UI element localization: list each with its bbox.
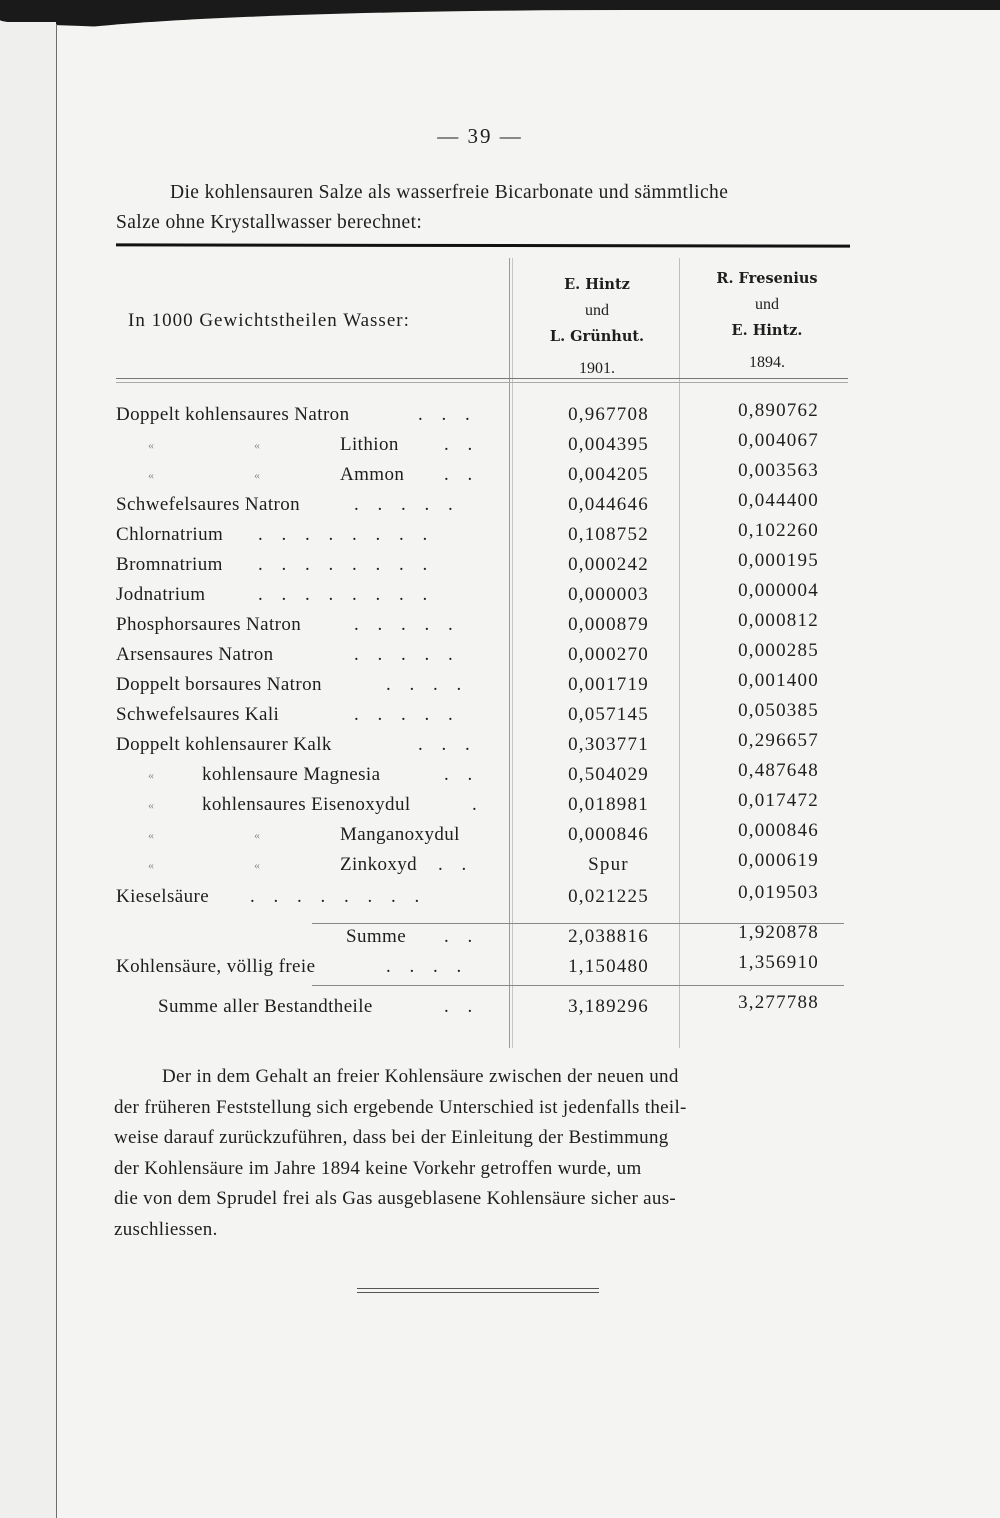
column-header-1894	[682, 266, 852, 376]
leader-dots: . . . . . . . .	[250, 886, 427, 907]
row-label: Ammon	[340, 464, 405, 485]
value-1894: 0,000195	[738, 550, 819, 571]
row-label: Doppelt kohlensaures Natron	[116, 404, 350, 425]
value-1901: 0,000003	[568, 584, 649, 605]
column-author-1: R. Fresenius	[716, 270, 818, 287]
row-label: Summe aller Bestandtheile	[158, 996, 373, 1017]
value-1894: 0,890762	[738, 400, 819, 421]
table-row	[116, 882, 856, 916]
row-label: Summe	[346, 926, 407, 947]
leader-dots: . .	[438, 854, 474, 875]
value-1894: 0,000812	[738, 610, 819, 631]
leader-dots: . . . . . . . .	[258, 524, 435, 545]
leader-dots: . . . .	[386, 956, 469, 977]
total-rule	[312, 985, 844, 986]
row-label: Schwefelsaures Natron	[116, 494, 301, 515]
row-label: Kohlensäure, völlig freie	[116, 956, 316, 977]
value-1894: 0,050385	[738, 700, 819, 721]
column-und: und	[755, 296, 779, 313]
value-1894: 1,356910	[738, 952, 819, 973]
end-rule	[357, 1288, 599, 1289]
paragraph-line: der Kohlensäure im Jahre 1894 keine Vorkehr getroffen wurde, um	[114, 1157, 642, 1179]
freie-row	[116, 952, 856, 986]
value-1894: 0,000285	[738, 640, 819, 661]
row-label: kohlensaure Magnesia	[202, 764, 381, 785]
ditto-mark: «	[148, 828, 154, 842]
leader-dots: . .	[444, 926, 480, 947]
value-1901: 0,044646	[568, 494, 649, 515]
ditto-mark: «	[254, 858, 260, 872]
table-row	[116, 850, 856, 884]
value-1901: 0,000270	[568, 644, 649, 665]
explanatory-paragraph	[114, 1062, 844, 1245]
leader-dots: . . .	[418, 404, 477, 425]
row-label: Arsensaures Natron	[116, 644, 274, 665]
row-label: Schwefelsaures Kali	[116, 704, 280, 725]
paragraph-line: zuschliessen.	[114, 1218, 218, 1240]
column-year: 1894.	[749, 354, 785, 371]
value-1894: 0,000004	[738, 580, 819, 601]
leader-dots: . . .	[418, 734, 477, 755]
value-1901: 0,000242	[568, 554, 649, 575]
ditto-mark: «	[148, 438, 154, 452]
value-1901: 0,000879	[568, 614, 649, 635]
value-1894: 0,487648	[738, 760, 819, 781]
value-1901: 0,057145	[568, 704, 649, 725]
value-1901: 0,018981	[568, 794, 649, 815]
leader-dots: . . . . .	[354, 494, 460, 515]
value-1901: 0,303771	[568, 734, 649, 755]
ditto-mark: «	[148, 798, 154, 812]
value-1901: 0,004205	[568, 464, 649, 485]
leader-dots: . . . . .	[354, 614, 460, 635]
end-rule	[357, 1292, 599, 1293]
row-label: kohlensaures Eisenoxydul	[202, 794, 411, 815]
value-1894: 0,001400	[738, 670, 819, 691]
row-label: Bromnatrium	[116, 554, 223, 575]
row-label: Doppelt borsaures Natron	[116, 674, 322, 695]
value-1894: 0,044400	[738, 490, 819, 511]
leader-dots: . . . . .	[354, 704, 460, 725]
value-1894: 1,920878	[738, 922, 819, 943]
intro-line-1: Die kohlensauren Salze als wasserfreie Bicarbonate und sämmtliche	[170, 182, 729, 203]
value-1901: 0,504029	[568, 764, 649, 785]
row-label: Phosphorsaures Natron	[116, 614, 302, 635]
header-rule	[116, 378, 848, 379]
column-author-2: L. Grünhut.	[549, 328, 645, 345]
total-row	[116, 992, 856, 1026]
value-1901: 2,038816	[568, 926, 649, 947]
paragraph-line: Der in dem Gehalt an freier Kohlensäure zwischen der neuen und	[162, 1066, 679, 1087]
paragraph-line: der früheren Feststellung sich ergebende Unterschied ist jedenfalls theil-	[114, 1096, 687, 1118]
value-1901: 0,967708	[568, 404, 649, 425]
value-1894: 0,296657	[738, 730, 819, 751]
column-und: und	[585, 302, 609, 319]
value-1901: 1,150480	[568, 956, 649, 977]
paragraph-line: weise darauf zurückzuführen, dass bei der Einleitung der Bestimmung	[114, 1127, 669, 1148]
page-number: — 39 —	[437, 124, 523, 148]
intro-line-2: Salze ohne Krystallwasser berechnet:	[116, 212, 423, 233]
value-1901: 0,021225	[568, 886, 649, 907]
value-1901: 0,001719	[568, 674, 649, 695]
row-label: Zinkoxyd	[340, 854, 418, 875]
ditto-mark: «	[254, 468, 260, 482]
value-1901: Spur	[588, 854, 629, 875]
leader-dots: . . . . . . . .	[258, 584, 435, 605]
column-author-2: E. Hintz.	[731, 322, 803, 339]
table-row-header: In 1000 Gewichtstheilen Wasser:	[128, 310, 410, 331]
leader-dots: . .	[444, 434, 480, 455]
value-1894: 3,277788	[738, 992, 819, 1013]
ditto-mark: «	[148, 858, 154, 872]
column-year: 1901.	[579, 360, 615, 377]
row-label: Jodnatrium	[116, 584, 206, 605]
column-header-1901	[512, 272, 682, 382]
intro-text	[116, 178, 856, 238]
value-1901: 0,004395	[568, 434, 649, 455]
row-label: Kieselsäure	[116, 886, 210, 907]
row-label: Doppelt kohlensaurer Kalk	[116, 734, 332, 755]
row-label: Manganoxydul	[340, 824, 460, 845]
paragraph-line: die von dem Sprudel frei als Gas ausgeblasene Kohlensäure sicher aus-	[114, 1188, 677, 1209]
ditto-mark: «	[254, 438, 260, 452]
ditto-mark: «	[148, 468, 154, 482]
value-1894: 0,019503	[738, 882, 819, 903]
value-1901: 0,108752	[568, 524, 649, 545]
value-1894: 0,000846	[738, 820, 819, 841]
leader-dots: . . . . .	[354, 644, 460, 665]
page-fold-line	[56, 24, 57, 1518]
column-author-1: E. Hintz	[564, 276, 630, 293]
leader-dots: . . . .	[386, 674, 469, 695]
value-1901: 3,189296	[568, 996, 649, 1017]
table-top-rule	[116, 243, 850, 247]
leader-dots: . .	[444, 464, 480, 485]
value-1894: 0,004067	[738, 430, 819, 451]
value-1894: 0,000619	[738, 850, 819, 871]
ditto-mark: «	[148, 768, 154, 782]
leader-dots: . . . . . . . .	[258, 554, 435, 575]
leader-dots: . .	[444, 996, 480, 1017]
value-1894: 0,102260	[738, 520, 819, 541]
value-1901: 0,000846	[568, 824, 649, 845]
leader-dots: . .	[444, 764, 480, 785]
ditto-mark: «	[254, 828, 260, 842]
row-label: Lithion	[340, 434, 399, 455]
row-label: Chlornatrium	[116, 524, 224, 545]
leader-dots: .	[472, 794, 484, 815]
facing-page-strip	[0, 22, 56, 1518]
value-1894: 0,003563	[738, 460, 819, 481]
value-1894: 0,017472	[738, 790, 819, 811]
header-rule	[116, 382, 848, 383]
